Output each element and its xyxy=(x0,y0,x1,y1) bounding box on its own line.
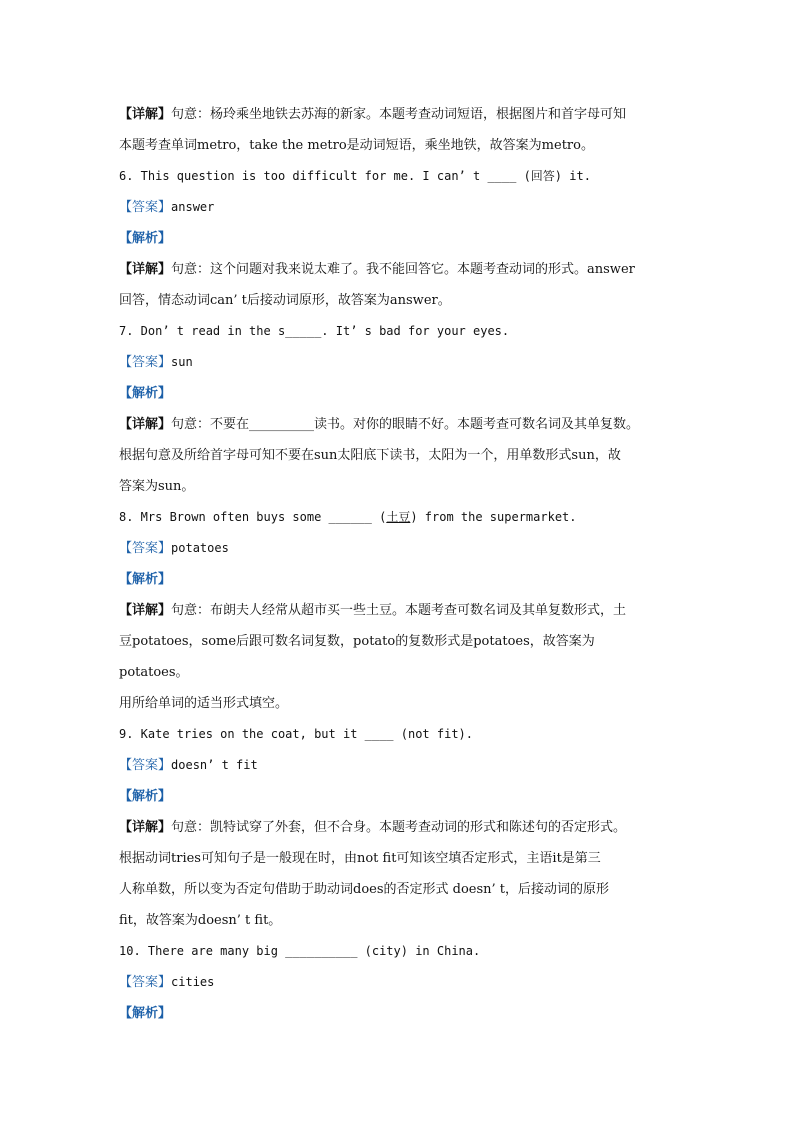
q5-detail-line-1 xyxy=(119,99,679,130)
answer-tag: 【答案】 xyxy=(119,758,172,773)
q6-detail-line-1 xyxy=(119,254,679,285)
q10-analysis-line xyxy=(119,998,679,1029)
answer-tag: 【答案】 xyxy=(119,975,172,990)
detail-tag: 【详解】 xyxy=(119,417,172,432)
q9-answer: doesn’ t fit xyxy=(171,758,258,772)
analysis-tag: 【解析】 xyxy=(119,386,172,401)
q8-answer-line xyxy=(119,533,679,564)
q8-detail-text-3: potatoes。 xyxy=(119,665,189,680)
section-title: 用所给单词的适当形式填空。 xyxy=(119,696,289,711)
q8-detail-text-1: 句意：布朗夫人经常从超市买一些土豆。本题考查可数名词及其单复数形式，土 xyxy=(171,603,627,618)
q6-answer: answer xyxy=(171,200,215,214)
q8-analysis-line xyxy=(119,564,679,595)
q9-detail-line-4 xyxy=(119,905,679,936)
analysis-tag: 【解析】 xyxy=(119,572,172,587)
q8-detail-line-1 xyxy=(119,595,679,626)
q7-detail-line-1 xyxy=(119,409,679,440)
analysis-tag: 【解析】 xyxy=(119,231,172,246)
detail-tag: 【详解】 xyxy=(119,262,172,277)
q8-detail-text-2: 豆potatoes，some后跟可数名词复数，potato的复数形式是potatoes，故答案为 xyxy=(119,634,595,649)
q7-detail-text-2: 根据句意及所给首字母可知不要在sun太阳底下读书，太阳为一个，用单数形式sun，故 xyxy=(119,448,621,463)
q9-detail-line-2 xyxy=(119,843,679,874)
analysis-tag: 【解析】 xyxy=(119,789,172,804)
q8-question xyxy=(119,502,679,533)
q6-question: 6. This question is too difficult for me. I can’ t ____ (回答) it. xyxy=(119,169,591,183)
answer-tag: 【答案】 xyxy=(119,355,172,370)
q10-answer-line xyxy=(119,967,679,998)
q8-detail-line-3 xyxy=(119,657,679,688)
q6-detail-line-2 xyxy=(119,285,679,316)
q8-question-post: ) from the supermarket. xyxy=(410,510,577,524)
q7-answer: sun xyxy=(171,355,193,369)
answer-tag: 【答案】 xyxy=(119,541,172,556)
q10-question: 10. There are many big __________ (city) in China. xyxy=(119,944,481,958)
q9-detail-line-3 xyxy=(119,874,679,905)
q6-detail-text-2: 回答，情态动词can’ t后接动词原形，故答案为answer。 xyxy=(119,293,451,308)
q7-analysis-line xyxy=(119,378,679,409)
q7-detail-line-3 xyxy=(119,471,679,502)
detail-tag: 【详解】 xyxy=(119,107,172,122)
q7-question: 7. Don’ t read in the s_____. It’ s bad for your eyes. xyxy=(119,324,510,338)
detail-tag: 【详解】 xyxy=(119,603,172,618)
q6-analysis-line xyxy=(119,223,679,254)
q6-detail-text-1: 句意：这个问题对我来说太难了。我不能回答它。本题考查动词的形式。answer xyxy=(171,262,635,277)
q8-answer: potatoes xyxy=(171,541,229,555)
document-page xyxy=(119,99,679,1029)
q9-answer-line xyxy=(119,750,679,781)
detail-tag: 【详解】 xyxy=(119,820,172,835)
q8-question-pre: 8. Mrs Brown often buys some ______ ( xyxy=(119,510,387,524)
q7-detail-text-3: 答案为sun。 xyxy=(119,479,195,494)
q5-detail-text-1: 句意：杨玲乘坐地铁去苏海的新家。本题考查动词短语，根据图片和首字母可知 xyxy=(171,107,627,122)
q6-answer-line xyxy=(119,192,679,223)
q9-detail-line-1 xyxy=(119,812,679,843)
q7-detail-line-2 xyxy=(119,440,679,471)
q8-question-hint: 土豆 xyxy=(386,510,411,524)
q9-detail-text-4: fit，故答案为doesn’ t fit。 xyxy=(119,913,282,928)
answer-tag: 【答案】 xyxy=(119,200,172,215)
q9-detail-text-2: 根据动词tries可知句子是一般现在时，由not fit可知该空填否定形式，主语it是第三 xyxy=(119,851,601,866)
q9-analysis-line xyxy=(119,781,679,812)
q9-detail-text-1: 句意：凯特试穿了外套，但不合身。本题考查动词的形式和陈述句的否定形式。 xyxy=(171,820,627,835)
q7-answer-line xyxy=(119,347,679,378)
q10-answer: cities xyxy=(171,975,215,989)
q7-detail-text-1: 句意：不要在__________读书。对你的眼睛不好。本题考查可数名词及其单复数。 xyxy=(171,417,640,432)
q5-detail-line-2 xyxy=(119,130,679,161)
q9-question: 9. Kate tries on the coat, but it ____ (not fit). xyxy=(119,727,474,741)
analysis-tag: 【解析】 xyxy=(119,1006,172,1021)
q9-detail-text-3: 人称单数，所以变为否定句借助于助动词does的否定形式 doesn’ t，后接动词的原形 xyxy=(119,882,610,897)
q5-detail-text-2: 本题考查单词metro，take the metro是动词短语，乘坐地铁，故答案为metro。 xyxy=(119,138,594,153)
q8-detail-line-2 xyxy=(119,626,679,657)
